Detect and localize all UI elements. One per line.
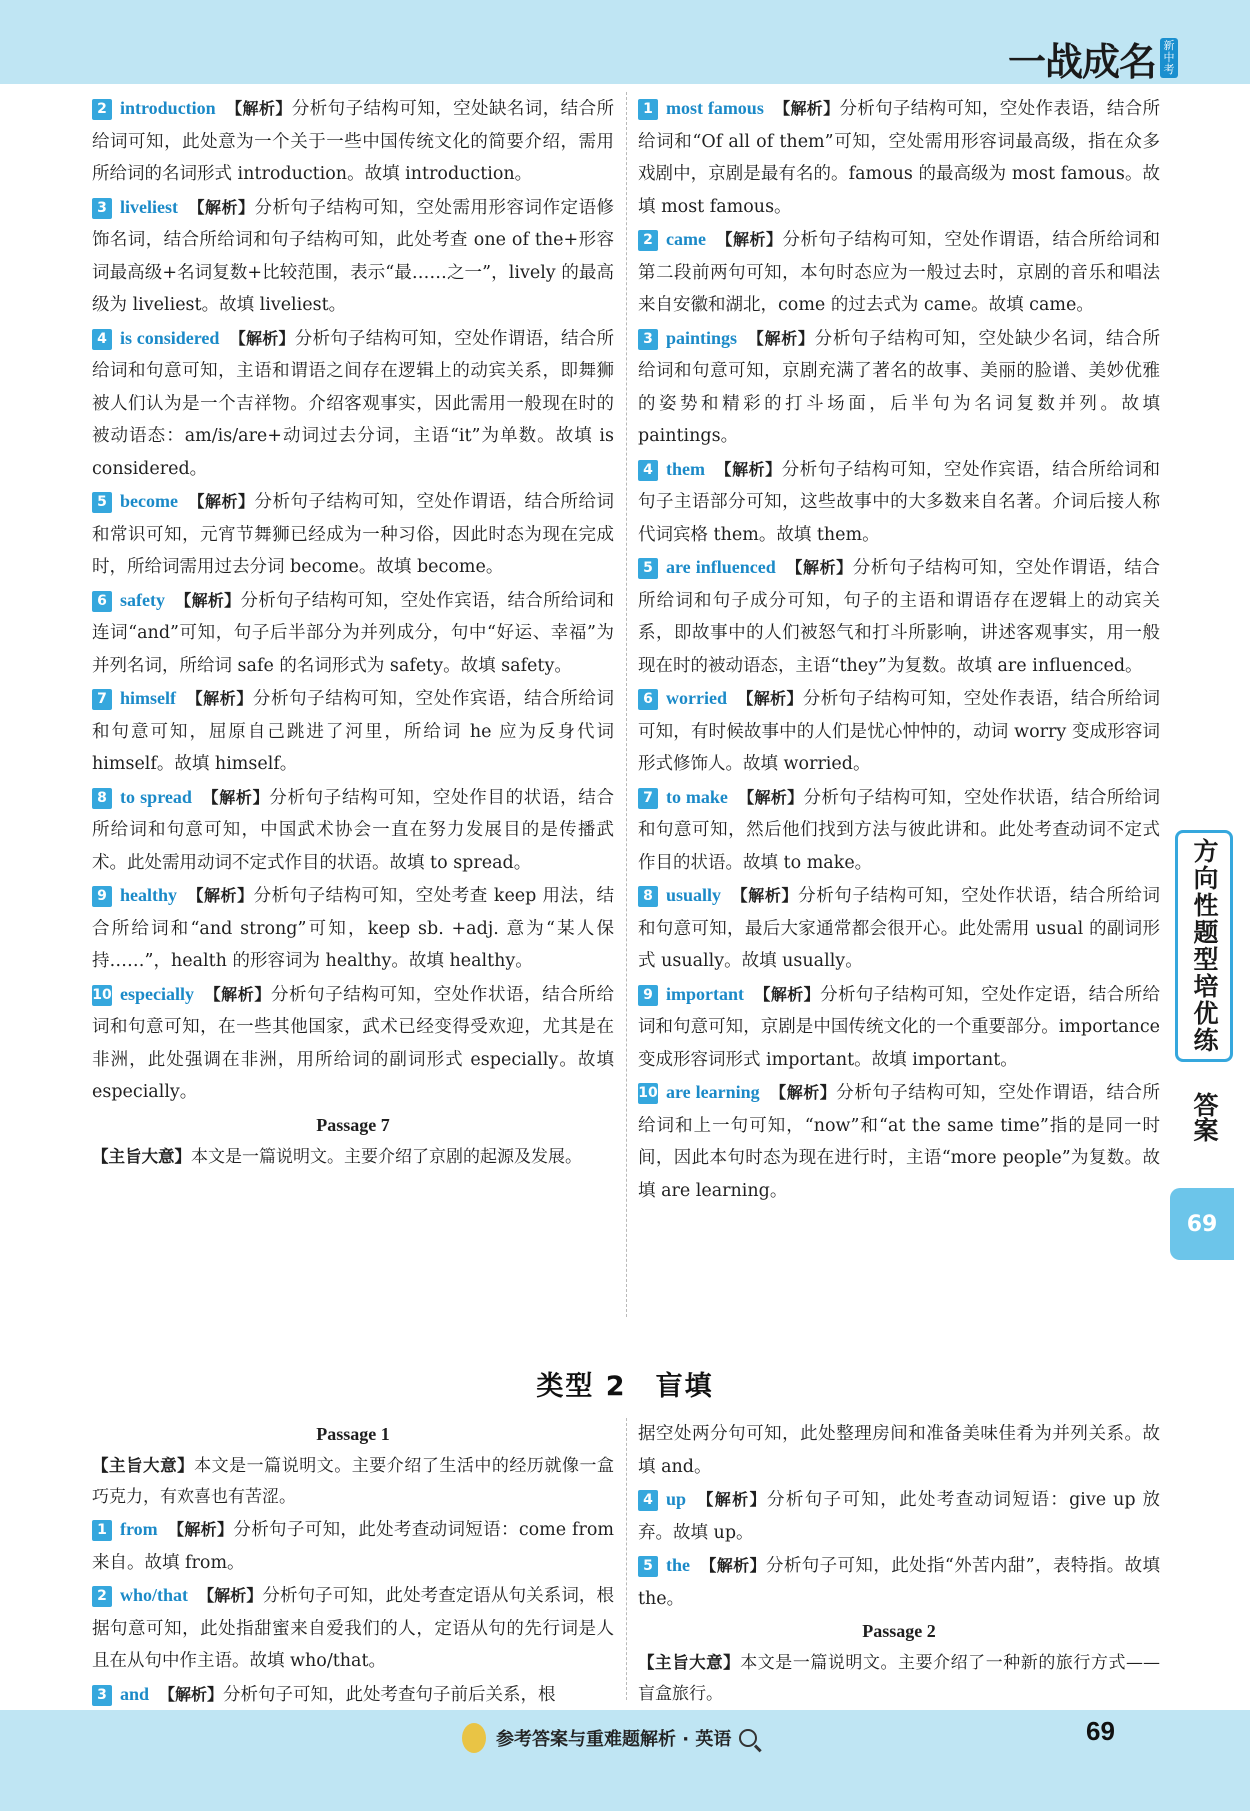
answer-text: came [666, 229, 706, 249]
summary-label: 【主旨大意】 [92, 1456, 195, 1475]
analysis-text: 分析句子结构可知，空处作宾语，结合所给词和句意可知，屈原自己跳进了河里，所给词 he 应为反身代词 himself。故填 himself。 [92, 689, 614, 774]
question-number: 2 [92, 1586, 112, 1607]
answer-item [92, 485, 614, 584]
analysis-text: 分析句子结构可知，空处作谓语，结合所给词和上一句可知，“now”和“at the same time”指的是同一时间，因此本句时态为现在进行时，主语“more people”为复数。故填 are learning。 [638, 1083, 1160, 1201]
analysis-text: 分析句子结构可知，空处作谓语，结合所给词和常识可知，元宵节舞狮已经成为一种习俗，因此时态为现在完成时，所给词需用过去分词 become。故填 become。 [92, 492, 614, 577]
brand-name: 一战成名 [1007, 39, 1156, 84]
analysis-tag: 【解析】 [187, 197, 255, 217]
analysis-tag: 【解析】 [229, 328, 295, 348]
answer-text: them [666, 458, 705, 479]
question-number: 6 [92, 591, 112, 612]
answer-item [92, 92, 614, 191]
analysis-tag: 【解析】 [715, 459, 782, 479]
analysis-tag: 【解析】 [167, 1520, 234, 1539]
analysis-tag: 【解析】 [159, 1684, 224, 1704]
analysis-tag: 【解析】 [186, 689, 253, 708]
answer-item [92, 1513, 614, 1579]
question-number: 1 [92, 1520, 112, 1541]
analysis-text: 分析句子结构可知，空处作谓语，结合所给词和句子成分可知，句子的主语和谓语存在逻辑上的动宾关系，即故事中的人们被怒气和打斗所影响，讲述客观事实，用一般现在时的被动语态，主语“they”为复数。故填 are influenced。 [638, 558, 1160, 676]
passage-summary [92, 1450, 614, 1513]
analysis-tag: 【解析】 [731, 886, 799, 905]
search-icon [739, 1729, 757, 1747]
analysis-text: 分析句子可知，此处考查动词短语：come from 来自。故填 from。 [92, 1520, 614, 1573]
brand-tag: 新中考 [1160, 38, 1178, 78]
question-number: 5 [638, 558, 658, 579]
analysis-tag: 【解析】 [225, 99, 292, 118]
answer-item [92, 1579, 614, 1678]
analysis-tag: 【解析】 [754, 984, 821, 1004]
analysis-tag: 【解析】 [700, 1556, 766, 1575]
question-number: 1 [638, 99, 658, 120]
answer-text: worried [666, 688, 727, 708]
question-number: 4 [638, 460, 658, 481]
analysis-text: 分析句子结构可知，空处作状语，结合所给词和句意可知，然后他们找到方法与彼此讲和。此处考查动词不定式作目的状语。故填 to make。 [638, 787, 1160, 873]
answer-text: the [666, 1555, 690, 1575]
answer-text: from [120, 1519, 158, 1539]
analysis-text: 分析句子可知，此处考查动词短语：give up 放弃。故填 up。 [638, 1490, 1160, 1543]
answer-item [638, 223, 1160, 322]
footer-label [462, 1718, 757, 1758]
analysis-tag: 【解析】 [736, 689, 803, 708]
analysis-text: 分析句子结构可知，空处作谓语，结合所给词和句意可知，主语和谓语之间存在逻辑上的动宾关系，即舞狮被人们认为是一个吉祥物。介绍客观事实，因此需用一般现在时的被动语态：am/is/are+动词过去分词，主语“it”为单数。故填 is considered。 [92, 328, 614, 479]
answer-item [92, 978, 614, 1109]
answer-text: liveliest [120, 196, 178, 217]
analysis-text: 分析句子结构可知，空处作目的状语，结合所给词和句意可知，中国武术协会一直在努力发展目的是传播武术。此处需用动词不定式作目的状语。故填 to spread。 [92, 787, 614, 873]
analysis-text: 分析句子可知，此处指“外苦内甜”，表特指。故填 the。 [638, 1556, 1160, 1609]
answer-item [638, 1549, 1160, 1615]
question-number: 7 [92, 689, 112, 710]
answer-text: is considered [120, 327, 220, 348]
answer-text: and [120, 1683, 150, 1704]
question-number: 3 [92, 198, 112, 219]
analysis-tag: 【解析】 [187, 886, 254, 905]
summary-text: 本文是一篇说明文。主要介绍了一种新的旅行方式——盲盒旅行。 [638, 1653, 1161, 1704]
question-number: 4 [638, 1490, 658, 1511]
side-page-number: 69 [1170, 1188, 1234, 1260]
right-column-top [638, 92, 1160, 1207]
analysis-text: 分析句子可知，此处考查定语从句关系词，根据句意可知，此处指甜蜜来自爱我们的人，定语从句的先行词是人且在从句中作主语。故填 who/that。 [92, 1586, 614, 1671]
summary-text: 本文是一篇说明文。主要介绍了京剧的起源及发展。 [191, 1146, 582, 1167]
analysis-tag: 【解析】 [187, 492, 255, 511]
analysis-text: 分析句子可知，此处考查句子前后关系，根 [223, 1684, 556, 1705]
answer-item [638, 879, 1160, 978]
answer-text: healthy [120, 885, 178, 905]
question-number: 10 [92, 985, 112, 1006]
analysis-tag: 【解析】 [204, 984, 271, 1004]
analysis-text: 分析句子结构可知，空处作定语，结合所给词和句意可知，京剧是中国传统文化的一个重要部分。importance 变成形容词形式 important。故填 important。 [638, 984, 1160, 1070]
passage-summary [92, 1141, 614, 1173]
passage-summary [638, 1647, 1160, 1710]
analysis-text: 分析句子结构可知，空处作状语，结合所给词和句意可知，最后大家通常都会很开心。此处需用 usual 的副词形式 usually。故填 usually。 [638, 886, 1160, 971]
answer-item [638, 682, 1160, 781]
question-number: 5 [638, 1556, 658, 1577]
analysis-text: 分析句子结构可知，空处作宾语，结合所给词和句子主语部分可知，这些故事中的大多数来自名著。介词后接人称代词宾格 them。故填 them。 [638, 459, 1160, 545]
question-number: 9 [92, 886, 112, 907]
answer-text: up [666, 1489, 687, 1509]
answer-text: safety [120, 589, 165, 610]
analysis-text: 分析句子结构可知，空处作宾语，结合所给词和连词“and”可知，句子后半部分为并列成分，句中“好运、幸福”为并列名词，所给词 safe 的名词形式为 safety。故填 safety。 [92, 590, 614, 676]
question-number: 8 [638, 886, 658, 907]
question-number: 2 [638, 230, 658, 251]
analysis-tag: 【解析】 [747, 328, 815, 348]
answer-item [92, 879, 614, 978]
answer-item [638, 92, 1160, 223]
question-number: 5 [92, 492, 112, 513]
side-tab [1175, 830, 1233, 1062]
question-number: 9 [638, 985, 658, 1006]
side-answer-label: 答案 [1190, 1092, 1219, 1142]
answer-item [92, 191, 614, 322]
summary-label: 【主旨大意】 [92, 1146, 191, 1166]
question-number: 3 [92, 1685, 112, 1706]
answer-item [638, 1076, 1160, 1207]
footer-label-text: 参考答案与重难题解析 · 英语 [496, 1729, 732, 1750]
answer-item [92, 1678, 614, 1712]
column-divider-top [626, 92, 627, 1317]
analysis-tag: 【解析】 [737, 787, 804, 807]
summary-text: 本文是一篇说明文。主要介绍了生活中的经历就像一盒巧克力，有欢喜也有苦涩。 [92, 1456, 615, 1507]
answer-text: are influenced [666, 557, 776, 577]
answer-text: introduction [120, 98, 216, 118]
analysis-tag: 【解析】 [696, 1490, 767, 1509]
footer-page-number: 69 [1086, 1716, 1115, 1746]
passage-title: Passage 1 [316, 1424, 390, 1444]
passage-title: Passage 7 [316, 1114, 390, 1135]
analysis-text: 分析句子结构可知，空处作谓语，结合所给词和第二段前两句可知，本句时态应为一般过去时，京剧的音乐和唱法来自安徽和湖北，come 的过去式为 came。故填 came。 [638, 230, 1160, 315]
answer-item [638, 1483, 1160, 1549]
passage-title: Passage 2 [862, 1621, 936, 1641]
answer-text: especially [120, 983, 194, 1004]
book-icon [462, 1723, 486, 1753]
analysis-tag: 【解析】 [174, 590, 241, 610]
answer-text: become [120, 491, 178, 511]
answer-item [92, 584, 614, 683]
summary-label: 【主旨大意】 [638, 1653, 741, 1672]
section-title: 类型 2 盲填 [536, 1371, 714, 1402]
answer-text: important [666, 983, 744, 1004]
answer-item [92, 781, 614, 880]
answer-item [638, 453, 1160, 552]
right-column-bottom [638, 1418, 1160, 1710]
analysis-text: 分析句子结构可知，空处考查 keep 用法，结合所给词和“and strong”可知，keep sb. +adj. 意为“某人保持……”，health 的形容词为 healthy。故填 healthy。 [92, 886, 614, 971]
analysis-text: 分析句子结构可知，空处作表语，结合所给词可知，有时候故事中的人们是忧心忡忡的，动词 worry 变成形容词形式修饰人。故填 worried。 [638, 689, 1160, 774]
question-number: 3 [638, 329, 658, 350]
analysis-text: 分析句子结构可知，空处缺名词，结合所给词可知，此处意为一个关于一些中国传统文化的简要介绍，需用所给词的名词形式 introduction。故填 introduction。 [92, 99, 614, 184]
question-number: 6 [638, 689, 658, 710]
analysis-tag: 【解析】 [715, 230, 783, 249]
question-number: 7 [638, 788, 658, 809]
answer-item [92, 322, 614, 486]
answer-text: himself [120, 688, 176, 708]
answer-text: are learning [666, 1082, 760, 1102]
answer-text: usually [666, 885, 722, 905]
question-number: 8 [92, 788, 112, 809]
question-number: 4 [92, 329, 112, 350]
analysis-text: 分析句子结构可知，空处缺少名词，结合所给词和句意可知，京剧充满了著名的故事、美丽的脸谱、美妙优雅的姿势和精彩的打斗场面，后半句为名词复数并列。故填 paintings。 [638, 328, 1160, 446]
answer-text: to spread [120, 786, 192, 807]
analysis-tag: 【解析】 [785, 558, 853, 577]
question-number: 10 [638, 1083, 658, 1104]
answer-item [92, 682, 614, 781]
analysis-tag: 【解析】 [201, 787, 270, 807]
answer-text: most famous [666, 98, 764, 118]
analysis-text: 分析句子结构可知，空处作状语，结合所给词和句意可知，在一些其他国家，武术已经变得受欢迎，尤其是在非洲，此处强调在非洲，用所给词的副词形式 especially。故填 especially。 [92, 984, 614, 1102]
answer-item [638, 978, 1160, 1077]
column-divider-bottom [626, 1418, 627, 1700]
analysis-tag: 【解析】 [773, 99, 840, 118]
answer-text: to make [666, 786, 728, 807]
analysis-text: 分析句子结构可知，空处需用形容词作定语修饰名词，结合所给词和句子结构可知，此处考查 one of the+形容词最高级+名词复数+比较范围，表示“最……之一”，lively 的最高级为 liveliest。故填 liveliest。 [92, 197, 614, 315]
brand-logo [1008, 34, 1178, 82]
continued-text: 据空处两分句可知，此处整理房间和准备美味佳肴为并列关系。故填 and。 [638, 1424, 1160, 1477]
analysis-tag: 【解析】 [198, 1586, 263, 1605]
analysis-tag: 【解析】 [769, 1083, 837, 1102]
answer-item [638, 781, 1160, 880]
answer-item [638, 551, 1160, 682]
answer-text: who/that [120, 1585, 189, 1605]
answer-text: paintings [666, 327, 738, 348]
side-tab-label: 方向性题型培优练 [1190, 838, 1219, 1054]
left-column-top [92, 92, 614, 1173]
question-number: 2 [92, 99, 112, 120]
left-column-bottom [92, 1418, 614, 1711]
answer-item [638, 322, 1160, 453]
analysis-text: 分析句子结构可知，空处作表语，结合所给词和“Of all of them”可知，空处需用形容词最高级，指在众多戏剧中，京剧是最有名的。famous 的最高级为 most famous。故填 most famous。 [638, 99, 1160, 217]
